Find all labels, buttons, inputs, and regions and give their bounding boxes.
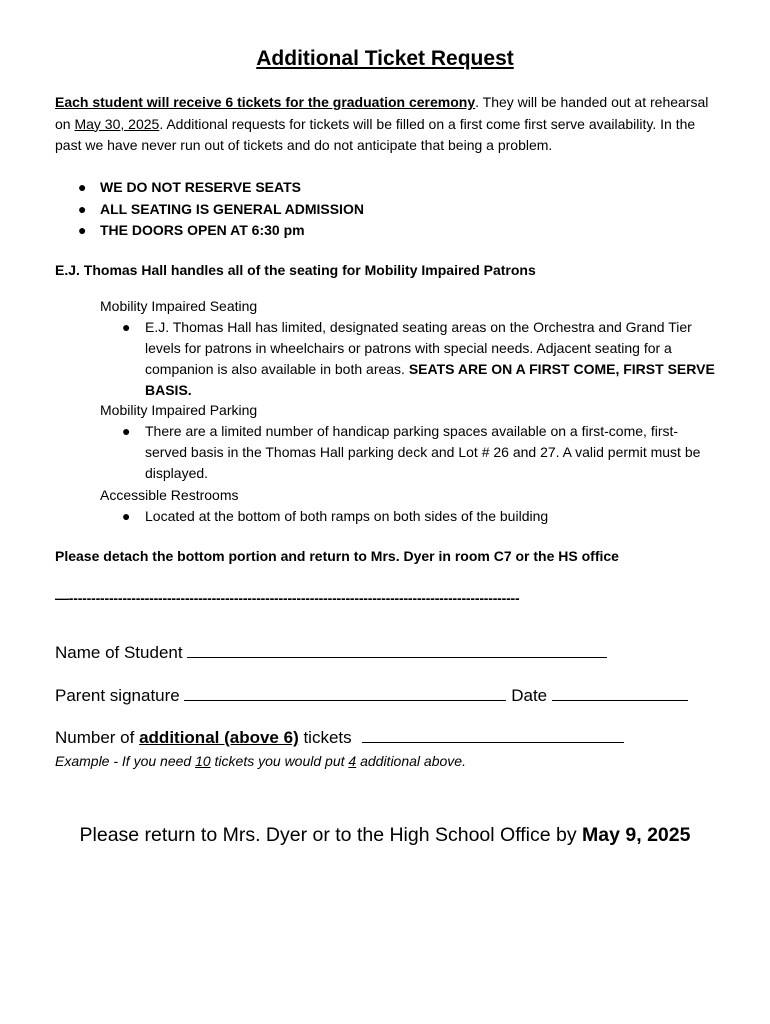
date-label: Date <box>511 686 548 705</box>
student-name-label: Name of Student <box>55 643 183 662</box>
ticket-count-suffix: tickets <box>298 728 352 747</box>
bullet-icon: ● <box>78 179 87 195</box>
rule-text: THE DOORS OPEN AT 6:30 pm <box>100 222 305 238</box>
mobility-parking-section <box>100 400 720 484</box>
restrooms-title: Accessible Restrooms <box>100 487 239 503</box>
parking-text: There are a limited number of handicap parking spaces available on a first-come, first-served basis in the Thomas Hall parking deck and Lot # 26 and 27. A valid permit must be displayed. <box>145 423 701 481</box>
intro-bold-lead: Each student will receive 6 tickets for the graduation ceremony <box>55 94 476 110</box>
detach-divider: —----------------------------------------------------------------------------------------------------- <box>55 590 520 606</box>
mobility-seating-section <box>100 296 720 401</box>
return-note <box>0 822 770 848</box>
return-deadline: May 9, 2025 <box>582 824 691 846</box>
ticket-count-line[interactable] <box>362 726 624 743</box>
seating-item <box>100 317 720 401</box>
rule-item <box>78 177 364 199</box>
student-name-field[interactable] <box>55 641 607 664</box>
ticket-count-field[interactable] <box>55 726 624 749</box>
rule-text: ALL SEATING IS GENERAL ADMISSION <box>100 200 364 217</box>
student-name-line[interactable] <box>187 641 607 658</box>
example-part-1: Example - If you need <box>55 753 196 769</box>
restrooms-section <box>100 485 720 527</box>
seating-title: Mobility Impaired Seating <box>100 298 258 314</box>
return-note-text: Please return to Mrs. Dyer or to the High School Office by <box>79 824 583 846</box>
bullet-icon: ● <box>122 508 131 524</box>
parent-signature-line[interactable] <box>184 684 506 701</box>
date-line[interactable] <box>552 684 688 701</box>
intro-paragraph <box>55 92 725 157</box>
page-title: Additional Ticket Request <box>256 47 514 70</box>
parent-signature-field[interactable] <box>55 684 688 707</box>
ticket-count-emphasis: additional (above 6) <box>139 728 299 747</box>
rehearsal-date: May 30, 2025 <box>74 115 160 132</box>
bullet-icon: ● <box>78 200 87 217</box>
parking-item <box>100 421 720 484</box>
restrooms-text: Located at the bottom of both ramps on both sides of the building <box>145 508 549 524</box>
restrooms-item <box>100 506 720 527</box>
ticket-count-prefix: Number of <box>55 728 140 747</box>
example-number-2: 4 <box>348 753 357 769</box>
intro-text-1: . They will be handed out at rehearsal on <box>55 94 709 132</box>
seating-text: E.J. Thomas Hall has limited, designated seating areas on the Orchestra and Grand Tier levels for patrons in wheelchairs or patrons with special needs. Adjacent seating for a companion is also available in both areas. <box>145 319 692 377</box>
bullet-icon: ● <box>122 319 131 335</box>
bullet-icon: ● <box>122 423 131 439</box>
seating-bold-note: SEATS ARE ON A FIRST COME, FIRST SERVE BASIS. <box>145 361 715 398</box>
detach-instruction: Please detach the bottom portion and return to Mrs. Dyer in room C7 or the HS office <box>55 548 619 564</box>
seating-rules-list <box>78 177 364 242</box>
example-number-1: 10 <box>195 753 211 769</box>
intro-text-2: . Additional requests for tickets will be filled on a first come first serve availability. In the past we have never run out of tickets and do not anticipate that being a problem. <box>55 115 696 153</box>
mobility-heading: E.J. Thomas Hall handles all of the seating for Mobility Impaired Patrons <box>55 262 536 278</box>
bullet-icon: ● <box>78 222 87 238</box>
example-part-3: additional above. <box>356 753 466 769</box>
rule-text: WE DO NOT RESERVE SEATS <box>100 179 301 195</box>
example-part-2: tickets you would put <box>210 753 349 769</box>
parent-signature-label: Parent signature <box>55 686 180 705</box>
parking-title: Mobility Impaired Parking <box>100 402 258 418</box>
rule-item <box>78 199 364 221</box>
example-note <box>55 751 466 771</box>
rule-item <box>78 220 364 242</box>
